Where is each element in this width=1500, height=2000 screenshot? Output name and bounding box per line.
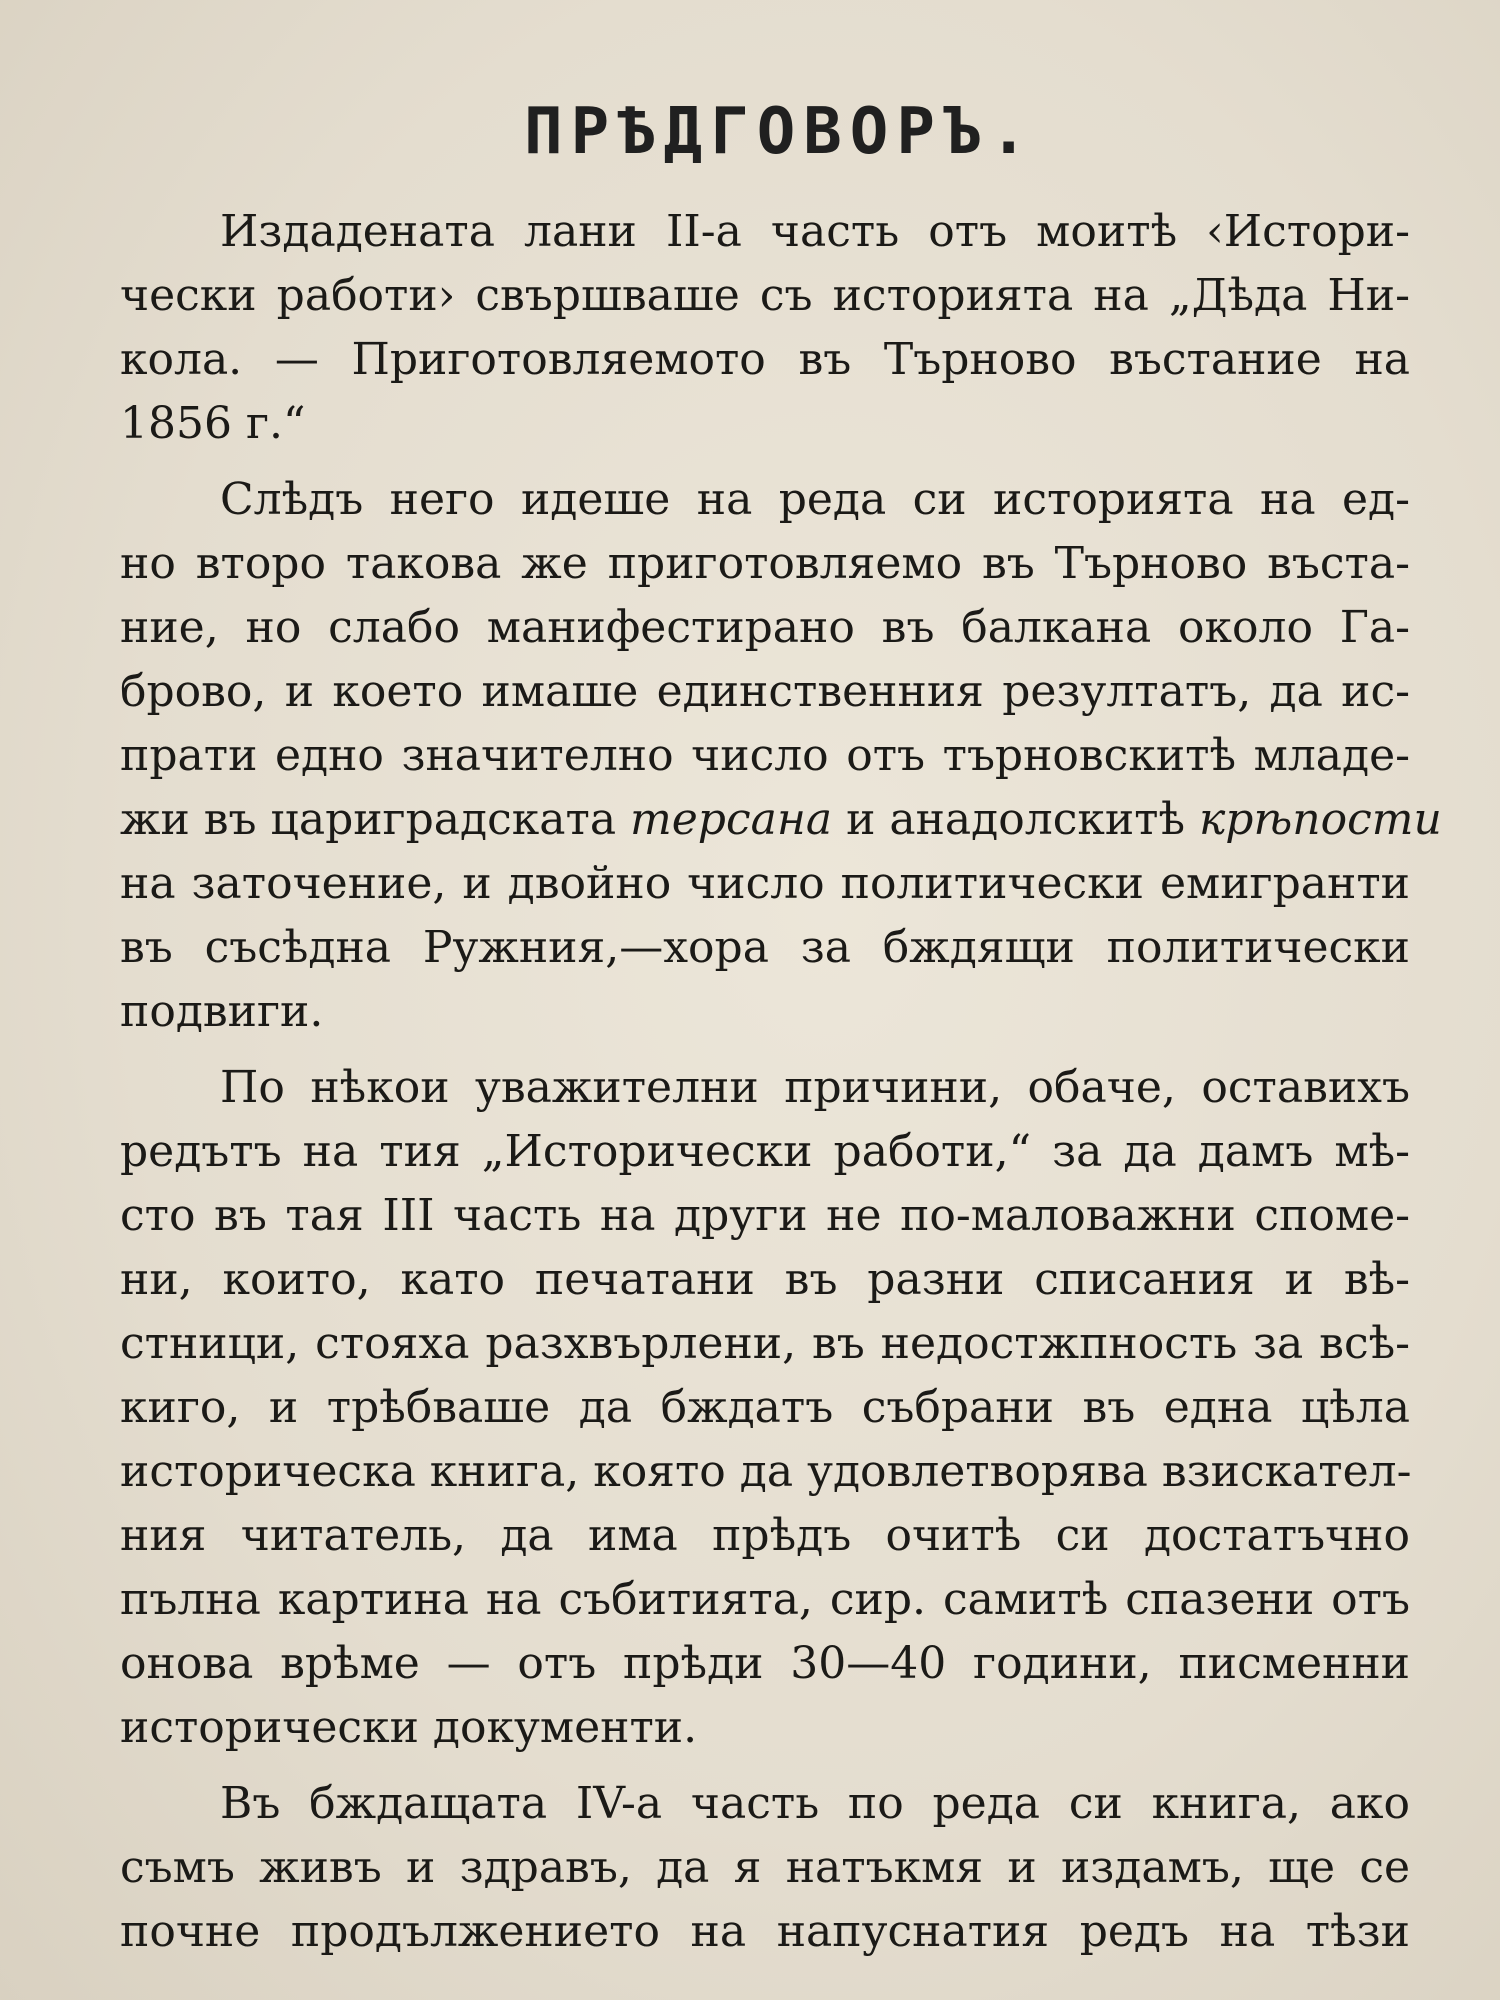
text-line: прати едно значително число отъ търновскитѣ младе- <box>120 730 1410 781</box>
italic-word: крѣпости <box>1199 794 1442 845</box>
page-title <box>0 95 1500 169</box>
text-line: историческа книга, която да удовлетворява взискател- <box>120 1446 1412 1497</box>
text-segment: жи въ цариградската <box>120 794 631 845</box>
text-segment: и анадолскитѣ <box>832 794 1200 845</box>
italic-word: терсана <box>630 794 833 845</box>
text-line: исторически документи. <box>120 1702 698 1753</box>
text-line: онова врѣме — отъ прѣди 30—40 години, писменни <box>120 1638 1410 1689</box>
text-line: съмъ живъ и здравъ, да я натъкмя и издамъ, ще се <box>120 1842 1410 1893</box>
text-line: кола. — Приготовляемото въ Търново въстание на <box>120 334 1410 385</box>
text-line: Слѣдъ него идеше на реда си историята на ед- <box>220 474 1410 525</box>
text-line: подвиги. <box>120 986 324 1037</box>
text-line: пълна картина на събитията, сир. самитѣ спазени отъ <box>120 1574 1410 1625</box>
text-line: ни, които, като печатани въ разни списания и вѣ- <box>120 1254 1410 1305</box>
paragraph <box>120 200 1410 456</box>
text-line: Издадената лани II-а часть отъ моитѣ ‹Истори- <box>220 206 1410 257</box>
text-line: стници, стояха разхвърлени, въ недостжпность за всѣ- <box>120 1318 1410 1369</box>
title-text: ПРѢДГОВОРЪ. <box>524 95 1036 169</box>
paragraph <box>120 1056 1410 1760</box>
text-line: ние, но слабо манифестирано въ балкана около Га- <box>120 602 1410 653</box>
paragraph <box>120 468 1442 1044</box>
text-line: 1856 г.“ <box>120 398 306 449</box>
paragraph <box>120 1772 1410 1964</box>
text-line: ния читатель, да има прѣдъ очитѣ си достатъчно <box>120 1510 1410 1561</box>
body-text <box>120 200 1442 1964</box>
text-line-mixed <box>120 788 1442 852</box>
text-line: въ съсѣдна Ружния,—хора за бждящи политически <box>120 922 1410 973</box>
text-line: По нѣкои уважителни причини, обаче, оставихъ <box>220 1062 1410 1113</box>
text-line: киго, и трѣбваше да бждатъ събрани въ една цѣла <box>120 1382 1410 1433</box>
text-line: сто въ тая III часть на други не по-маловажни спомe- <box>120 1190 1410 1241</box>
text-line: почне продължението на напуснатия редъ на тѣзи <box>120 1906 1410 1957</box>
text-line: редътъ на тия „Исторически работи,“ за да дамъ мѣ- <box>120 1126 1410 1177</box>
text-line: чески работи› свършваше съ историята на „Дѣда Ни- <box>120 270 1410 321</box>
text-line: на заточение, и двойно число политически емигранти <box>120 858 1410 909</box>
text-line: брово, и което имаше единственния резултатъ, да ис- <box>120 666 1410 717</box>
text-line: но второ такова же приготовляемо въ Търново въста- <box>120 538 1410 589</box>
text-line: Въ бждащата IV-а часть по реда си книга, ако <box>220 1778 1410 1829</box>
